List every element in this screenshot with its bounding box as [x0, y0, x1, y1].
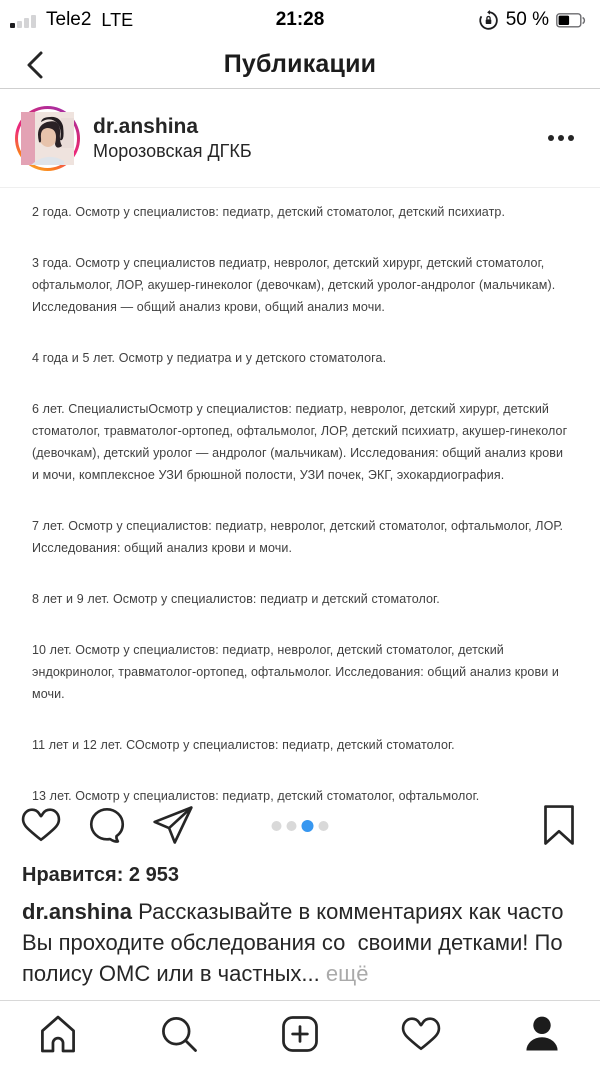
share-icon [151, 804, 195, 846]
status-bar [0, 0, 600, 40]
tab-search[interactable] [157, 1012, 201, 1056]
post-header [0, 89, 600, 188]
nav-bar [0, 40, 600, 89]
location-label[interactable]: Морозовская ДГКБ [93, 140, 252, 161]
carousel-dot-active [302, 820, 314, 832]
image-text-paragraph: 10 лет. Осмотр у специалистов: педиатр, невролог, детский стоматолог, детский эндокринолог, травматолог-ортопед, офтальмолог. Исследования: общий анализ крови и мочи. [32, 643, 559, 701]
status-right [478, 9, 586, 31]
likes-count[interactable]: Нравится: 2 953 [22, 864, 179, 886]
like-button[interactable] [20, 804, 62, 846]
image-text-paragraph: 13 лет. Осмотр у специалистов: педиатр, детский стоматолог, офтальмолог. [32, 789, 480, 803]
tab-home[interactable] [36, 1012, 80, 1056]
comment-icon [86, 804, 128, 846]
page-title: Публикации [223, 49, 377, 78]
orientation-lock-icon [478, 10, 499, 31]
story-ring[interactable] [15, 106, 80, 171]
post-image[interactable] [0, 188, 600, 803]
image-text-paragraph: 3 года. Осмотр у специалистов педиатр, невролог, детский хирург, детский стоматолог, офтальмолог, ЛОР, акушер-гинеколог (девочкам), детский уролог-андролог (мальчикам). Исследования — общий анализ крови, общий анализ мочи. [32, 256, 556, 314]
profile-icon [520, 1012, 564, 1056]
carousel-dot [272, 821, 282, 831]
tab-bar [0, 1000, 600, 1066]
bookmark-icon [541, 804, 577, 846]
signal-strength-icon [10, 15, 36, 31]
comment-button[interactable] [86, 804, 128, 846]
avatar[interactable] [21, 112, 74, 165]
image-text-paragraph: 2 года. Осмотр у специалистов: педиатр, детский стоматолог, детский психиатр. [32, 205, 506, 219]
dot [558, 135, 564, 141]
carousel-dot [319, 821, 329, 831]
new-post-icon [278, 1012, 322, 1056]
search-icon [157, 1012, 201, 1056]
caption [22, 896, 578, 989]
more-options-button[interactable] [546, 127, 576, 149]
tab-activity[interactable] [399, 1012, 443, 1056]
action-bar [0, 790, 600, 856]
username-label[interactable]: dr.anshina [93, 114, 199, 138]
image-text-paragraph: 6 лет. СпециалистыОсмотр у специалистов: педиатр, невролог, детский хирург, детский стоматолог, травматолог-ортопед, офтальмолог, ЛОР, детский психиатр, акушер-гинеколог (девочкам), детский уролог — андролог (мальчикам). Исследования: общий анализ крови и мочи, комплексное УЗИ брюшной полости, УЗИ почек, ЭКГ, эхокардиография. [32, 402, 568, 482]
post-header-names [93, 114, 252, 163]
image-text-paragraph: 8 лет и 9 лет. Осмотр у специалистов: педиатр и детский стоматолог. [32, 592, 440, 606]
carrier-label: Tele2 [46, 9, 92, 30]
dot [568, 135, 574, 141]
carousel-dots [272, 820, 329, 832]
network-type-label: LTE [101, 10, 134, 30]
battery-icon [556, 13, 586, 28]
clock-label: 21:28 [275, 9, 325, 30]
carousel-dot [287, 821, 297, 831]
heart-icon [20, 804, 62, 846]
chevron-left-icon [27, 51, 43, 79]
home-icon [36, 1012, 80, 1056]
caption-text: Рассказывайте в комментариях как часто Вы проходите обследования со своими детками! По полису ОМС или в частных... [22, 899, 570, 986]
image-text-paragraph: 11 лет и 12 лет. СОсмотр у специалистов: педиатр, детский стоматолог. [32, 738, 455, 752]
heart-icon [400, 1013, 442, 1055]
back-button[interactable] [18, 48, 52, 82]
share-button[interactable] [152, 804, 194, 846]
image-text-paragraph: 7 лет. Осмотр у специалистов: педиатр, невролог, детский стоматолог, офтальмолог, ЛОР. Исследования: общий анализ крови и мочи. [32, 519, 564, 555]
battery-percent-label: 50 % [505, 9, 549, 30]
caption-more-link[interactable]: ещё [325, 961, 369, 986]
status-left [10, 9, 133, 31]
save-button[interactable] [538, 804, 580, 846]
tab-profile[interactable] [520, 1012, 564, 1056]
caption-username[interactable]: dr.anshina [22, 899, 133, 924]
dot [548, 135, 554, 141]
image-text-paragraph: 4 года и 5 лет. Осмотр у педиатра и у детского стоматолога. [32, 351, 387, 365]
tab-new-post[interactable] [278, 1012, 322, 1056]
